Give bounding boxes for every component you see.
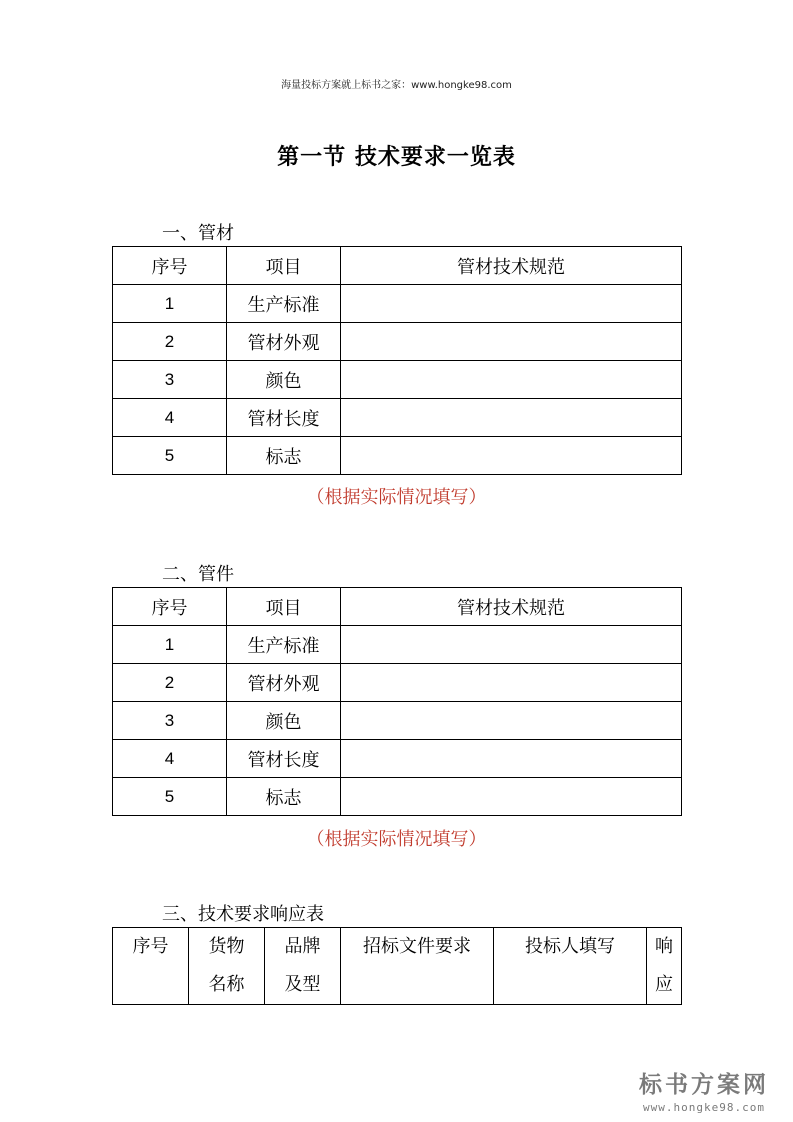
- table-row: [113, 702, 682, 740]
- row-item: 管材长度: [227, 399, 341, 437]
- table-row: [113, 361, 682, 399]
- header-cell-no: 序号: [113, 928, 189, 1005]
- table-row: [113, 664, 682, 702]
- row-spec-cell[interactable]: [341, 285, 682, 323]
- row-spec-cell[interactable]: [341, 399, 682, 437]
- row-item: 生产标准: [227, 285, 341, 323]
- row-spec-cell[interactable]: [341, 323, 682, 361]
- row-no: 4: [113, 399, 227, 437]
- page-title: 第一节 技术要求一览表: [277, 144, 516, 170]
- header-cell-bidder-fill: 投标人填写: [494, 928, 647, 1005]
- row-no: 1: [113, 285, 227, 323]
- fitting-spec-table: [112, 587, 682, 816]
- row-item: 生产标准: [227, 626, 341, 664]
- header-cell-item: 项目: [227, 588, 341, 626]
- row-spec-cell[interactable]: [341, 778, 682, 816]
- header-cell-response: 响 应: [647, 928, 682, 1005]
- row-spec-cell[interactable]: [341, 702, 682, 740]
- header-cell-no: 序号: [113, 247, 227, 285]
- fill-in-note: （根据实际情况填写）: [306, 829, 487, 850]
- header-cell-tender-requirement: 招标文件要求: [341, 928, 494, 1005]
- row-spec-cell[interactable]: [341, 740, 682, 778]
- row-spec-cell[interactable]: [341, 361, 682, 399]
- section-heading-fittings: 二、管件: [162, 564, 234, 585]
- section-heading-pipes: 一、管材: [162, 223, 234, 244]
- fill-in-note: （根据实际情况填写）: [306, 487, 487, 508]
- row-no: 2: [113, 323, 227, 361]
- row-item: 标志: [227, 437, 341, 475]
- table-header-row: [113, 247, 682, 285]
- row-no: 2: [113, 664, 227, 702]
- header-cell-brand-model: 品牌 及型: [265, 928, 341, 1005]
- row-item: 管材外观: [227, 323, 341, 361]
- table-row: [113, 437, 682, 475]
- row-no: 4: [113, 740, 227, 778]
- row-no: 1: [113, 626, 227, 664]
- row-spec-cell[interactable]: [341, 437, 682, 475]
- response-table: [112, 927, 682, 1005]
- table-row: [113, 778, 682, 816]
- page-header: 海量投标方案就上标书之家：www.hongke98.com: [281, 80, 512, 91]
- header-cell-no: 序号: [113, 588, 227, 626]
- header-cell-goods-name: 货物 名称: [189, 928, 265, 1005]
- header-cell-spec: 管材技术规范: [341, 588, 682, 626]
- pipe-spec-table: [112, 246, 682, 475]
- header-cell-spec: 管材技术规范: [341, 247, 682, 285]
- row-no: 3: [113, 702, 227, 740]
- table-row: [113, 285, 682, 323]
- row-item: 管材外观: [227, 664, 341, 702]
- table-row: [113, 740, 682, 778]
- row-no: 5: [113, 437, 227, 475]
- row-no: 5: [113, 778, 227, 816]
- table-row: [113, 399, 682, 437]
- header-cell-item: 项目: [227, 247, 341, 285]
- row-item: 标志: [227, 778, 341, 816]
- row-item: 颜色: [227, 702, 341, 740]
- row-spec-cell[interactable]: [341, 626, 682, 664]
- section-heading-response: 三、技术要求响应表: [162, 904, 324, 925]
- row-item: 管材长度: [227, 740, 341, 778]
- watermark-title: 标书方案网: [639, 1072, 769, 1098]
- table-row: [113, 626, 682, 664]
- watermark-logo: [629, 1066, 779, 1114]
- table-header-row: [113, 928, 682, 1005]
- watermark-url: www.hongke98.com: [643, 1101, 765, 1114]
- row-item: 颜色: [227, 361, 341, 399]
- table-header-row: [113, 588, 682, 626]
- table-row: [113, 323, 682, 361]
- row-no: 3: [113, 361, 227, 399]
- row-spec-cell[interactable]: [341, 664, 682, 702]
